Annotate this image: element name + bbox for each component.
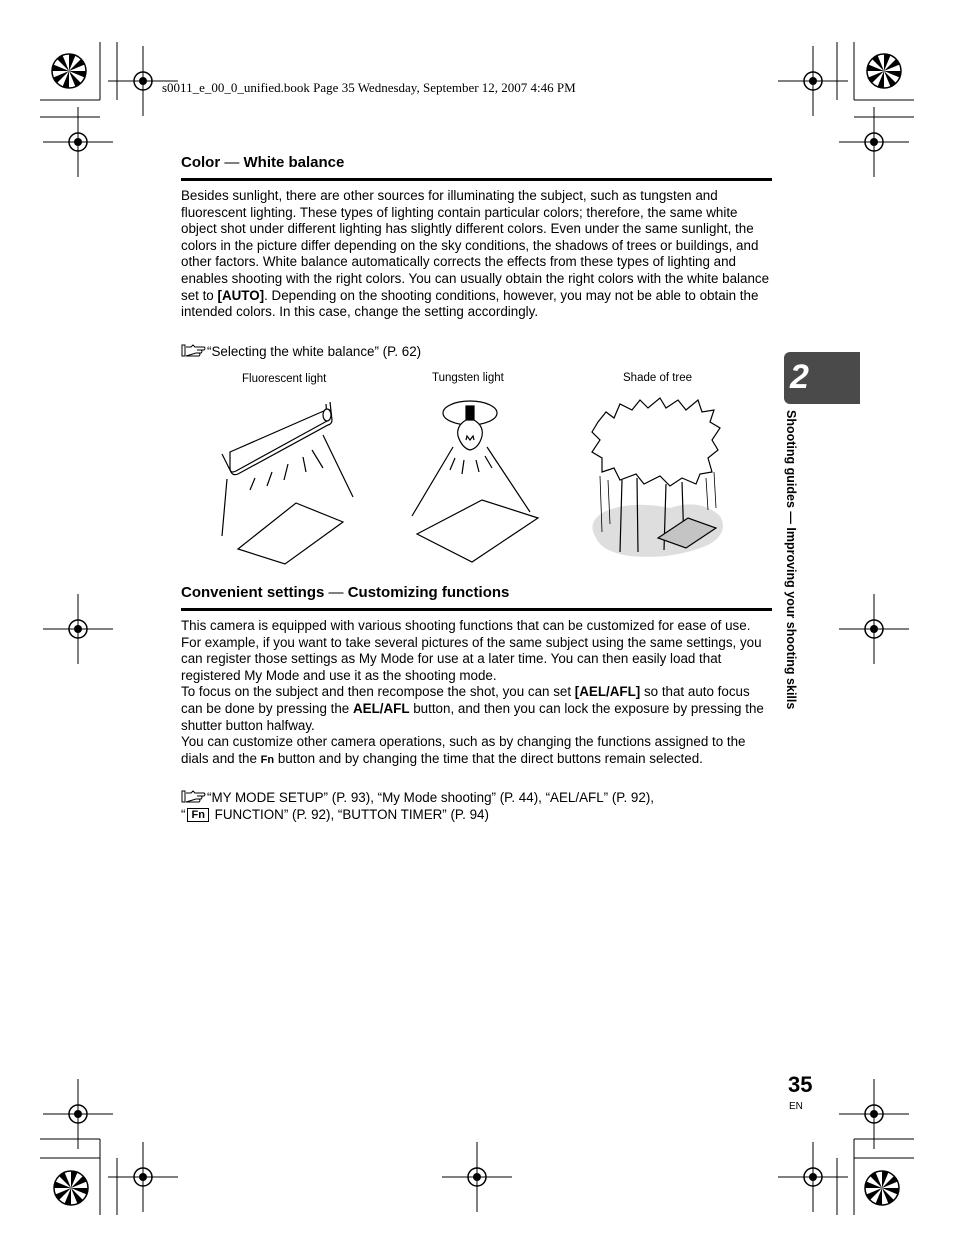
fn-box-icon: Fn xyxy=(187,808,208,822)
registration-cross-icon xyxy=(108,1142,178,1212)
registration-star-icon xyxy=(865,1171,899,1205)
customizing-body xyxy=(181,618,773,768)
registration-star-icon xyxy=(52,54,86,88)
body-text: You can customize other camera operations, such as by changing the functions assigned to the dials and the xyxy=(181,734,746,766)
fluorescent-caption: Fluorescent light xyxy=(242,373,327,385)
section-title-sub: Customizing functions xyxy=(347,584,510,601)
reference-text: “MY MODE SETUP” (P. 93), “My Mode shooting” (P. 44), “AEL/AFL” (P. 92), xyxy=(207,790,654,805)
lighting-illustrations xyxy=(200,392,760,572)
fn-button-icon: Fn xyxy=(260,753,275,766)
reference-line xyxy=(181,343,773,360)
body-text: Besides sunlight, there are other sources for illuminating the subject, such as tungsten and fluorescent lighting. These types of lighting contain particular colors; therefore, the same white object shot under different lighting has slightly different colors. Even under the same sunlight, the colors in the picture differ depending on the sky conditions, the shadows of trees or buildings, and other factors. White balance automatically corrects the effects from these types of lighting and enables shooting with the right colors. You can usually obtain the right colors with the white balance set to xyxy=(181,188,770,303)
fluorescent-light-illustration xyxy=(222,402,353,564)
section-title-main: Convenient settings xyxy=(181,584,325,601)
registration-cross-icon xyxy=(442,1142,512,1212)
reference-text: FUNCTION” (P. 92), “BUTTON TIMER” (P. 94) xyxy=(210,807,489,822)
section-title-sub: White balance xyxy=(243,154,345,171)
chapter-side-label xyxy=(784,410,800,760)
white-balance-body xyxy=(181,188,773,321)
reference-hand-icon xyxy=(181,344,207,357)
body-text: To focus on the subject and then recompose the shot, you can set xyxy=(181,684,575,700)
auto-setting-label: [AUTO] xyxy=(217,287,265,303)
tungsten-caption: Tungsten light xyxy=(432,372,504,384)
body-paragraph xyxy=(181,188,773,321)
reference-block xyxy=(181,789,773,823)
section-rule xyxy=(181,178,772,181)
ael-afl-setting-label: [AEL/AFL] xyxy=(574,684,641,700)
page-language: EN xyxy=(789,1101,803,1112)
tungsten-light-illustration xyxy=(412,401,538,562)
section-title-custom-functions xyxy=(181,584,509,601)
body-text: button, and then you can lock the exposure by pressing the shutter button halfway. xyxy=(181,700,764,733)
body-text: . Depending on the shooting conditions, however, you may not be able to obtain the intended colors. In this case, change the setting accordingly. xyxy=(181,287,759,320)
tree-shade-illustration xyxy=(592,398,723,557)
section-title-main: Color xyxy=(181,154,221,171)
registration-cross-icon xyxy=(43,594,113,664)
book-header: s0011_e_00_0_unified.book Page 35 Wednesday, September 12, 2007 4:46 PM xyxy=(162,80,576,95)
body-paragraph: For example, if you want to take several pictures of the same subject using the same settings, you can register those settings as My Mode for use at a later time. You can then easily load that registered My Mode and use it as the shooting mode. xyxy=(181,634,762,683)
reference-line xyxy=(181,806,773,823)
reference-text: “Selecting the white balance” (P. 62) xyxy=(207,344,422,359)
chapter-number: 2 xyxy=(790,358,808,396)
reference-line xyxy=(181,789,773,806)
body-paragraph xyxy=(181,684,773,734)
section-title-dash: — xyxy=(328,584,344,601)
section-rule xyxy=(181,608,772,611)
page-number: 35 xyxy=(788,1072,813,1097)
registration-star-icon xyxy=(867,54,901,88)
body-text: so that auto focus can be done by pressing the xyxy=(181,684,750,716)
registration-star-icon xyxy=(54,1171,88,1205)
reference-hand-icon xyxy=(181,790,207,803)
body-paragraph: This camera is equipped with various shooting functions that can be customized for ease of use. xyxy=(181,618,751,633)
ael-afl-button-label: AEL/AFL xyxy=(352,700,410,716)
section-title-white-balance xyxy=(181,154,344,171)
section-title-dash: — xyxy=(224,154,240,171)
body-paragraph xyxy=(181,734,773,768)
registration-cross-icon xyxy=(839,594,909,664)
chapter-side-label-text: Shooting guides — Improving your shooting skills xyxy=(784,410,798,710)
shade-caption: Shade of tree xyxy=(623,372,693,384)
reference-text: “ xyxy=(181,807,186,822)
body-text: button and by changing the time that the direct buttons remain selected. xyxy=(274,750,703,766)
